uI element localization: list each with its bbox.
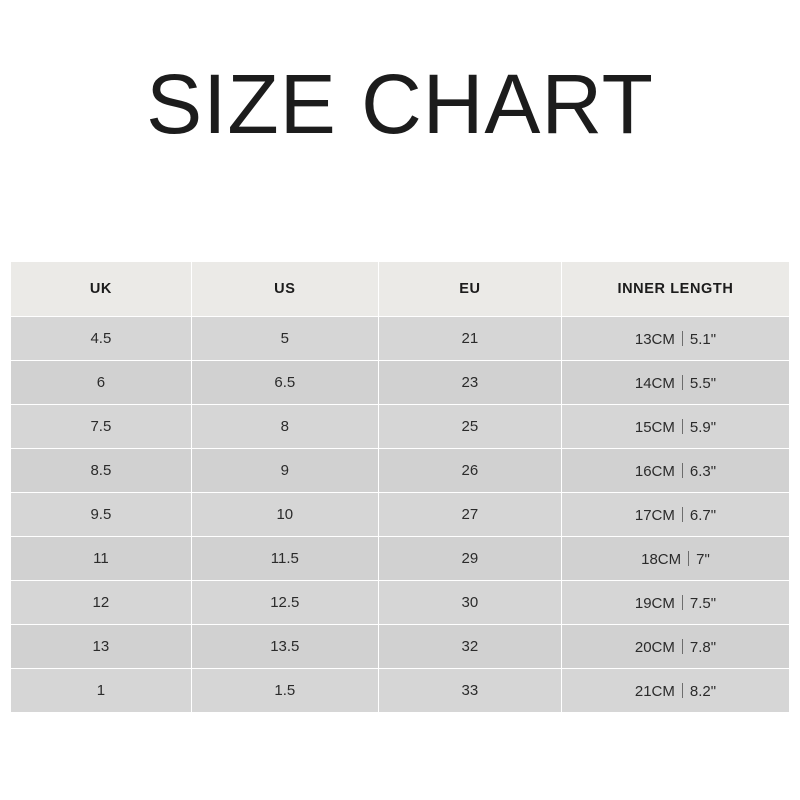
cell-eu: 27 <box>378 493 561 537</box>
size-chart-table <box>10 261 790 713</box>
cell-us: 10 <box>191 493 378 537</box>
cell-us: 11.5 <box>191 537 378 581</box>
cell-inner-length: 13CM｜5.1" <box>561 317 789 361</box>
cell-uk: 8.5 <box>11 449 192 493</box>
column-header-uk: UK <box>11 262 192 317</box>
cell-eu: 32 <box>378 625 561 669</box>
column-header-us: US <box>191 262 378 317</box>
cell-inner-length: 18CM｜7" <box>561 537 789 581</box>
cell-us: 5 <box>191 317 378 361</box>
table-row <box>11 449 790 493</box>
table-body <box>11 317 790 713</box>
cell-inner-length: 15CM｜5.9" <box>561 405 789 449</box>
table-header <box>11 262 790 317</box>
cell-inner-length: 14CM｜5.5" <box>561 361 789 405</box>
cell-uk: 1 <box>11 669 192 713</box>
cell-us: 8 <box>191 405 378 449</box>
cell-eu: 23 <box>378 361 561 405</box>
cell-uk: 7.5 <box>11 405 192 449</box>
cell-eu: 21 <box>378 317 561 361</box>
cell-uk: 13 <box>11 625 192 669</box>
cell-inner-length: 17CM｜6.7" <box>561 493 789 537</box>
column-header-eu: EU <box>378 262 561 317</box>
cell-eu: 29 <box>378 537 561 581</box>
cell-us: 6.5 <box>191 361 378 405</box>
table-row <box>11 669 790 713</box>
cell-inner-length: 21CM｜8.2" <box>561 669 789 713</box>
table-row <box>11 405 790 449</box>
cell-us: 9 <box>191 449 378 493</box>
table-row <box>11 625 790 669</box>
cell-uk: 9.5 <box>11 493 192 537</box>
column-header-inner-length: INNER LENGTH <box>561 262 789 317</box>
cell-us: 1.5 <box>191 669 378 713</box>
cell-uk: 6 <box>11 361 192 405</box>
table-row <box>11 317 790 361</box>
table-row <box>11 361 790 405</box>
cell-us: 13.5 <box>191 625 378 669</box>
cell-eu: 33 <box>378 669 561 713</box>
cell-us: 12.5 <box>191 581 378 625</box>
table-row <box>11 537 790 581</box>
cell-inner-length: 19CM｜7.5" <box>561 581 789 625</box>
table-header-row <box>11 262 790 317</box>
cell-uk: 11 <box>11 537 192 581</box>
cell-eu: 26 <box>378 449 561 493</box>
cell-uk: 4.5 <box>11 317 192 361</box>
cell-inner-length: 20CM｜7.8" <box>561 625 789 669</box>
size-chart-table-container <box>10 261 790 713</box>
cell-eu: 25 <box>378 405 561 449</box>
page-title: SIZE CHART <box>146 57 654 151</box>
table-row <box>11 581 790 625</box>
cell-uk: 12 <box>11 581 192 625</box>
cell-inner-length: 16CM｜6.3" <box>561 449 789 493</box>
cell-eu: 30 <box>378 581 561 625</box>
table-row <box>11 493 790 537</box>
